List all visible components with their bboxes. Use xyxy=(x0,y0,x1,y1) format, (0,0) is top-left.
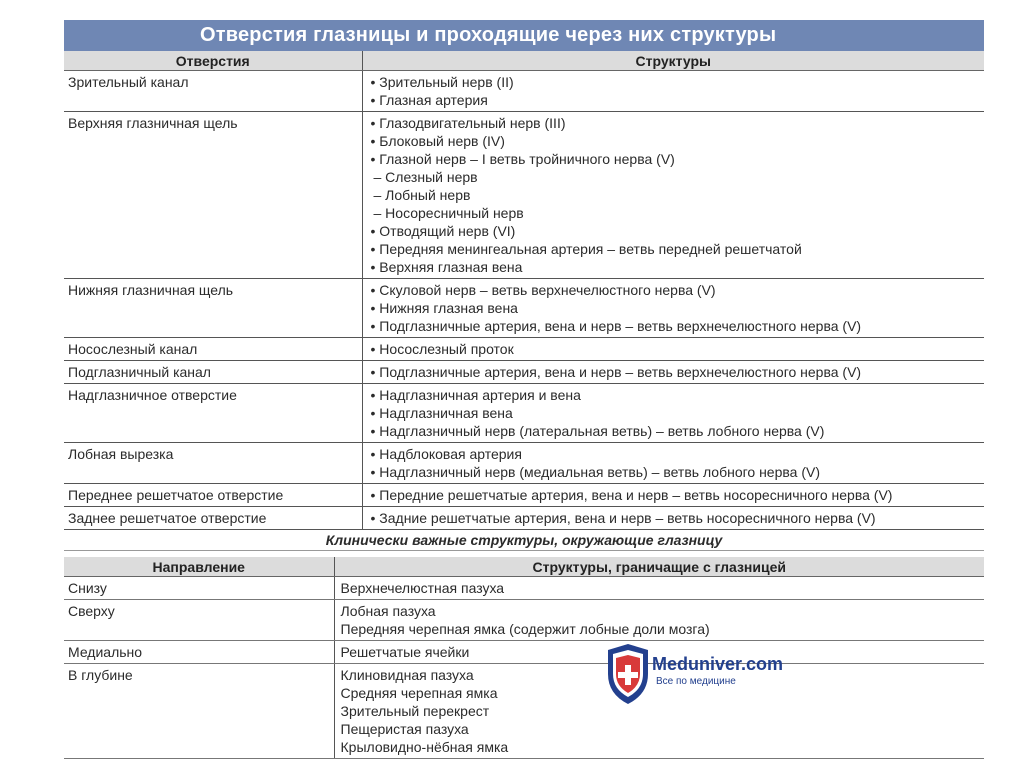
structure-item: Передняя черепная ямка (содержит лобные доли мозга) xyxy=(340,621,710,637)
shield-icon xyxy=(604,644,652,704)
structure-item: • Подглазничные артерия, вена и нерв – ветвь верхнечелюстного нерва (V) xyxy=(370,364,862,380)
structure-item: Лобная пазуха xyxy=(340,603,436,619)
structure-item: • Блоковый нерв (IV) xyxy=(370,133,505,149)
section-subtitle: Клинически важные структуры, окружающие глазницу xyxy=(64,530,984,551)
structure-item: • Надглазничная вена xyxy=(370,405,513,421)
structures-cell xyxy=(362,279,984,338)
opening-name: Зрительный канал xyxy=(64,71,362,112)
document-page xyxy=(64,20,984,759)
opening-name: Лобная вырезка xyxy=(64,443,362,484)
table-row xyxy=(64,577,984,600)
table-row xyxy=(64,384,984,443)
table-row xyxy=(64,507,984,530)
structure-item: • Глазодвигательный нерв (III) xyxy=(370,115,566,131)
direction-name: Снизу xyxy=(64,577,334,600)
table-row xyxy=(64,71,984,112)
table-row xyxy=(64,641,984,664)
page-title: Отверстия глазницы и проходящие через них структуры xyxy=(64,20,984,51)
structures-cell xyxy=(362,361,984,384)
bordering-structures-cell xyxy=(334,577,984,600)
opening-name: Переднее решетчатое отверстие xyxy=(64,484,362,507)
structure-item: • Верхняя глазная вена xyxy=(370,259,523,275)
structure-item: Клиновидная пазуха xyxy=(340,667,474,683)
structures-cell xyxy=(362,112,984,279)
table-row xyxy=(64,484,984,507)
structure-item: • Носослезный проток xyxy=(370,341,514,357)
opening-name: Верхняя глазничная щель xyxy=(64,112,362,279)
direction-name: В глубине xyxy=(64,664,334,759)
logo-name: Meduniver.com xyxy=(652,654,784,674)
structure-item: • Надглазничная артерия и вена xyxy=(370,387,581,403)
structure-item: • Передние решетчатые артерия, вена и нерв – ветвь носоресничного нерва (V) xyxy=(370,487,893,503)
structure-item: • Задние решетчатые артерия, вена и нерв – ветвь носоресничного нерва (V) xyxy=(370,510,876,526)
table-row xyxy=(64,361,984,384)
structure-item: Крыловидно-нёбная ямка xyxy=(340,739,509,755)
column-header-structures: Структуры xyxy=(362,51,984,71)
column-header-bordering-structures: Структуры, граничащие с глазницей xyxy=(334,557,984,577)
table-row xyxy=(64,279,984,338)
structure-item: Верхнечелюстная пазуха xyxy=(340,580,505,596)
structure-item: • Надглазничный нерв (латеральная ветвь) – ветвь лобного нерва (V) xyxy=(370,423,825,439)
opening-name: Нижняя глазничная щель xyxy=(64,279,362,338)
meduniver-logo xyxy=(604,644,804,706)
surroundings-table xyxy=(64,557,984,759)
structure-item: • Надглазничный нерв (медиальная ветвь) – ветвь лобного нерва (V) xyxy=(370,464,820,480)
surroundings-table-body xyxy=(64,577,984,759)
bordering-structures-cell xyxy=(334,600,984,641)
structure-item: – Слезный нерв xyxy=(373,169,478,185)
structures-cell xyxy=(362,384,984,443)
table-row xyxy=(64,112,984,279)
logo-tagline: Все по медицине xyxy=(656,676,736,687)
table-row xyxy=(64,600,984,641)
structure-item: • Отводящий нерв (VI) xyxy=(370,223,516,239)
column-header-direction: Направление xyxy=(64,557,334,577)
direction-name: Медиально xyxy=(64,641,334,664)
structures-cell xyxy=(362,71,984,112)
table-row xyxy=(64,338,984,361)
structure-item: • Глазной нерв – I ветвь тройничного нерва (V) xyxy=(370,151,675,167)
opening-name: Подглазничный канал xyxy=(64,361,362,384)
table-header-row xyxy=(64,557,984,577)
table-row xyxy=(64,443,984,484)
opening-name: Заднее решетчатое отверстие xyxy=(64,507,362,530)
structure-item: – Лобный нерв xyxy=(373,187,471,203)
structure-item: • Зрительный нерв (II) xyxy=(370,74,514,90)
structures-cell xyxy=(362,338,984,361)
structures-cell xyxy=(362,507,984,530)
openings-table xyxy=(64,51,984,530)
openings-table-body xyxy=(64,71,984,530)
structure-item: • Подглазничные артерия, вена и нерв – ветвь верхнечелюстного нерва (V) xyxy=(370,318,862,334)
structures-cell xyxy=(362,484,984,507)
direction-name: Сверху xyxy=(64,600,334,641)
table-header-row xyxy=(64,51,984,71)
structure-item: Средняя черепная ямка xyxy=(340,685,498,701)
structure-item: • Скуловой нерв – ветвь верхнечелюстного нерва (V) xyxy=(370,282,716,298)
structure-item: • Передняя менингеальная артерия – ветвь передней решетчатой xyxy=(370,241,802,257)
structure-item: Пещеристая пазуха xyxy=(340,721,469,737)
opening-name: Носослезный канал xyxy=(64,338,362,361)
structures-cell xyxy=(362,443,984,484)
structure-item: • Надблоковая артерия xyxy=(370,446,522,462)
structure-item: • Глазная артерия xyxy=(370,92,488,108)
opening-name: Надглазничное отверстие xyxy=(64,384,362,443)
structure-item: Зрительный перекрест xyxy=(340,703,490,719)
structure-item: – Носоресничный нерв xyxy=(373,205,524,221)
structure-item: • Нижняя глазная вена xyxy=(370,300,518,316)
table-row xyxy=(64,664,984,759)
structure-item: Решетчатые ячейки xyxy=(340,644,470,660)
column-header-openings: Отверстия xyxy=(64,51,362,71)
